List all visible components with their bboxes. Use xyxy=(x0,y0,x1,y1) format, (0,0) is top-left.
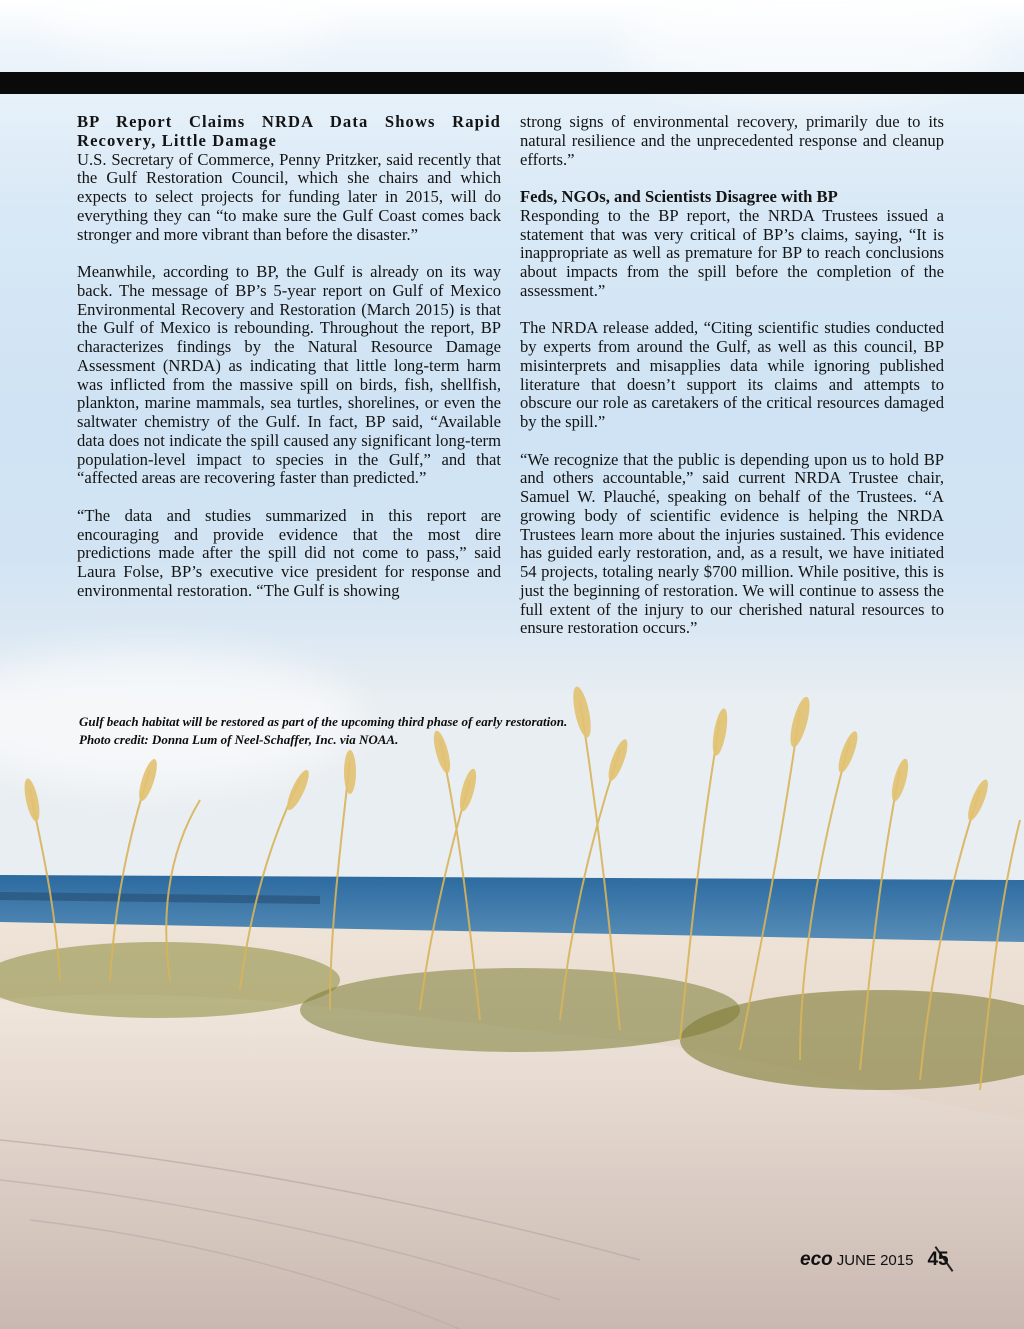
beach-illustration xyxy=(0,680,1024,1329)
article-column-right xyxy=(520,113,944,657)
paragraph: The NRDA release added, “Citing scientific studies conducted by experts from around the Gulf, as well as this council, BP misinterprets and misapplies data while ignoring published literature that doesn’t support its claims and attempts to obscure our role as caretakers of the critical resources damaged by the spill.” xyxy=(520,318,944,431)
beach-photo xyxy=(0,680,1024,1329)
section-heading: Feds, NGOs, and Scientists Disagree with BP xyxy=(520,187,838,206)
paragraph: “The data and studies summarized in this report are encouraging and provide evidence that the most dire predictions made after the spill did not come to pass,” said Laura Folse, BP’s executive vice president for response and environmental restoration. “The Gulf is showing xyxy=(77,505,501,600)
grass-clump xyxy=(300,968,740,1052)
section-heading: BP Report Claims NRDA Data Shows Rapid Recovery, Little Damage xyxy=(77,112,501,150)
paragraph: Meanwhile, according to BP, the Gulf is already on its way back. The message of BP’s 5-year report on Gulf of Mexico Environmental Recovery and Restoration (March 2015) is that the Gulf of Mexico is rebounding. Throughout the report, BP characterizes findings by the Natural Resource Damage Assessment (NRDA) as indicating that little long-term harm was inflicted from the massive spill on birds, fish, shellfish, plankton, marine mammals, sea turtles, shorelines, or even the saltwater chemistry of the Gulf. In fact, BP said, “Available data does not indicate the spill caused any significant long-term population-level impact to species in the Gulf,” and that “affected areas are recovering faster than predicted.” xyxy=(77,262,501,488)
page-footer xyxy=(800,1249,949,1273)
header-bar xyxy=(0,72,1024,94)
paragraph: “We recognize that the public is depending upon us to hold BP and others accountable,” said current NRDA Trustee chair, Samuel W. Plauché, speaking on behalf of the Trustees. “A growing body of scientific evidence is helping the NRDA Trustees learn more about the injuries sustained. This evidence has guided early restoration, and, as a result, we have initiated 54 projects, totaling nearly $700 million. While positive, this is just the beginning of restoration. We will continue to assess the full extent of the injury to our cherished natural resources to ensure restoration occurs.” xyxy=(520,449,944,638)
issue-date: JUNE 2015 xyxy=(836,1252,914,1269)
paragraph: strong signs of environmental recovery, primarily due to its natural resilience and the unprecedented response and cleanup efforts.” xyxy=(520,112,944,169)
page-number: 45 xyxy=(927,1249,949,1270)
article-column-left xyxy=(77,113,501,619)
cloud xyxy=(40,0,340,60)
paragraph: U.S. Secretary of Commerce, Penny Pritzker, said recently that the Gulf Restoration Council, which she chairs and which expects to select projects for funding later in 2015, will do everything they can “to make sure the Gulf Coast comes back stronger and more vibrant than before the disaster.” xyxy=(77,149,501,244)
magazine-brand: eco xyxy=(800,1249,833,1270)
photo-caption: Gulf beach habitat will be restored as part of the upcoming third phase of early restoration. Photo credit: Donna Lum of Neel-Schaffer, Inc. via NOAA. xyxy=(79,714,568,747)
paragraph: Responding to the BP report, the NRDA Trustees issued a statement that was very critical of BP’s claims, saying, “It is inappropriate as well as premature for BP to reach conclusions about impacts from the spill before the completion of the assessment.” xyxy=(520,205,944,300)
